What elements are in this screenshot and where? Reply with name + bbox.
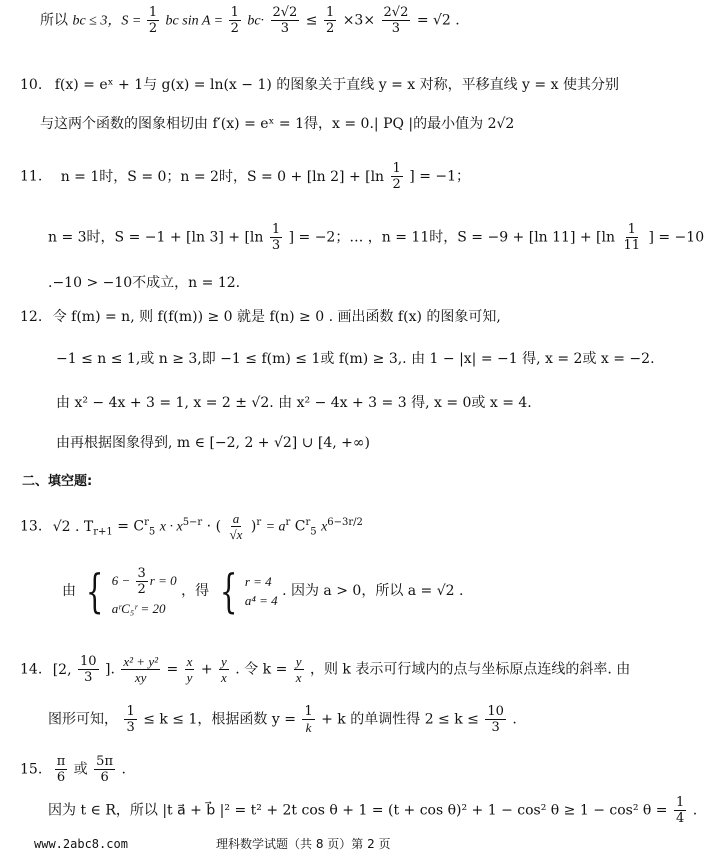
fraction [382, 6, 411, 35]
numerator: a [232, 511, 240, 526]
problem-text: 与这两个函数的图象相切由 f′(x) = eˣ = 1得，x = 0.| PQ |的最小值为 2√2 [40, 116, 515, 132]
fraction [121, 655, 160, 684]
numerator: 3 [137, 566, 146, 581]
denominator: y [186, 670, 193, 685]
problem-text: ] = −1； [409, 168, 471, 185]
problem-12-line-1 [20, 310, 501, 324]
denominator: 3 [84, 670, 93, 685]
problem-text: . [692, 802, 698, 819]
subscript: 5 [310, 526, 317, 538]
equation-system-2 [214, 564, 278, 618]
problem-text: 令 f(m) = n, 则 f(f(m)) ≥ 0 就是 f(n) ≥ 0 . 画出函数 f(x) 的图象可知, [52, 309, 501, 325]
problem-13-system [62, 564, 464, 618]
math: ≤ [305, 12, 322, 29]
denominator: x [295, 670, 302, 685]
section-title: 二、填空题: [22, 474, 93, 489]
system-row [112, 567, 177, 596]
numerator: 1 [675, 795, 685, 810]
site-url: www.2abc8.com [34, 837, 128, 851]
superscript: r [256, 516, 262, 528]
text: 由 [62, 583, 76, 599]
fraction [228, 512, 245, 541]
system-row: r = 4 [244, 574, 272, 589]
denominator: 4 [675, 811, 685, 826]
problem-text: ，则 k 表示可行域内的点与坐标原点连线的斜率. 由 [309, 661, 631, 678]
math: x · x [159, 519, 183, 535]
section-heading [22, 475, 92, 488]
numerator: 1 [627, 222, 636, 237]
numerator: 2√2 [383, 5, 409, 20]
subscript: 5 [148, 526, 156, 538]
numerator: x² + y² [123, 654, 158, 669]
denominator: k [305, 720, 312, 735]
fraction [302, 705, 314, 734]
problem-text: ] = −2；… ，n = 11时，S = −9 + [ln 11] + [ln [288, 229, 616, 246]
fraction [147, 6, 159, 35]
problem-text: −1 ≤ n ≤ 1,或 n ≥ 3,即 −1 ≤ f(m) ≤ 1或 f(m) ≥ 3,. 由 1 − |x| = −1 得, x = 2或 x = −2. [56, 351, 655, 367]
numerator: 1 [148, 5, 158, 20]
superscript: r [305, 516, 311, 528]
math: bc sin A = [165, 13, 227, 29]
problem-number: 15. [20, 761, 43, 778]
superscript: 5−r [182, 516, 203, 528]
problem-text: 由再根据图象得到, m ∈ [−2, 2 + √2] ∪ [4, +∞) [56, 435, 371, 451]
numerator: 10 [80, 654, 97, 669]
footer-page-label [216, 838, 391, 850]
denominator: 6 [100, 770, 109, 785]
problem-12-line-3 [56, 396, 532, 410]
problem-text: 由 x² − 4x + 3 = 1, x = 2 ± √2. 由 x² − 4x + 3 = 3 得, x = 0或 x = 4. [56, 395, 532, 411]
subscript: r+1 [93, 526, 113, 538]
numerator: 1 [325, 5, 335, 20]
problem-text: 或 [73, 761, 88, 778]
problem-12-line-2 [56, 352, 655, 366]
problem-number: 12. [20, 309, 43, 325]
problem-11-line-1 [20, 162, 470, 191]
denominator: x [221, 670, 227, 685]
superscript: 6−3r/2 [327, 516, 363, 528]
text: . 因为 a > 0，所以 a = √2 . [282, 583, 464, 599]
math: x [321, 519, 328, 535]
brace-icon: { [219, 564, 237, 618]
math: = C [117, 518, 145, 535]
math: bc· [247, 13, 265, 29]
denominator: 3 [271, 238, 281, 253]
denominator: 2 [148, 21, 158, 36]
numerator: 1 [304, 704, 313, 719]
numerator: 10 [487, 704, 504, 719]
problem-11-line-2 [48, 223, 704, 252]
problem-number: 11. [20, 168, 43, 185]
fraction [324, 6, 336, 35]
problem-text: n = 3时，S = −1 + [ln 3] + [ln [48, 229, 264, 246]
math: = √2 . [416, 12, 460, 29]
fraction [94, 755, 115, 784]
fraction [270, 223, 282, 252]
problem-number: 14. [20, 661, 43, 678]
denominator: 2 [137, 582, 146, 597]
numerator: y [295, 654, 302, 669]
numerator: 2√2 [272, 5, 298, 20]
math: √2 . T [52, 518, 94, 535]
fraction [391, 162, 403, 191]
problem-text: ≤ k ≤ 1，根据函数 y = [143, 711, 301, 728]
problem-10-line-1 [20, 78, 619, 92]
problem-text: 图形可知， [48, 711, 118, 728]
math: r = 0 [149, 573, 177, 588]
fraction [485, 705, 506, 734]
problem-12-line-4 [56, 436, 370, 450]
math: ) [250, 518, 257, 535]
math: ×3× [342, 12, 376, 29]
fraction [78, 655, 99, 684]
denominator: √x [229, 527, 243, 542]
fraction [55, 755, 68, 784]
numerator: 1 [230, 5, 239, 20]
denominator: 2 [392, 177, 401, 192]
problem-13-line-1 [20, 512, 363, 541]
denominator: 11 [623, 238, 641, 253]
denominator: 2 [230, 21, 239, 36]
numerator: 1 [126, 704, 135, 719]
problem-text: ] = −10 [648, 229, 704, 246]
fraction [185, 655, 195, 684]
superscript: r [144, 516, 149, 528]
denominator: 6 [56, 770, 66, 785]
problem-text: 因为 t ∈ R，所以 |t a⃗ + b⃗ |² = t² + 2t cos θ + 1 = (t + cos θ)² + 1 − cos² θ ≥ 1 − cos² θ = [48, 802, 672, 819]
page-label: 理科数学试题（共 8 页）第 2 页 [216, 837, 391, 851]
math: 6 − [111, 573, 134, 588]
problem-11-line-3 [48, 276, 240, 290]
problem-text: f(x) = eˣ + 1与 g(x) = ln(x − 1) 的图象关于直线 y = x 对称，平移直线 y = x 使其分别 [54, 77, 619, 93]
math: [2, [52, 661, 72, 678]
math: = [166, 661, 183, 678]
problem-text: n = 1时，S = 0；n = 2时，S = 0 + [ln 2] + [ln [60, 168, 385, 185]
text: ，得 [181, 583, 210, 599]
math: + [200, 661, 218, 678]
math: bc ≤ 3，S = [72, 13, 145, 29]
numerator: 1 [392, 161, 401, 176]
math: C [294, 518, 306, 535]
denominator: 3 [280, 21, 290, 36]
fraction [294, 655, 304, 684]
problem-14-line-1 [20, 655, 630, 684]
numerator: π [56, 754, 66, 769]
brace-icon: { [86, 564, 104, 618]
text: 所以 [40, 12, 68, 29]
fraction [219, 655, 229, 684]
footer-site [34, 838, 128, 850]
denominator: 3 [491, 720, 500, 735]
problem-15-line-1 [20, 755, 126, 784]
superscript: r [285, 516, 291, 528]
fraction [674, 796, 686, 825]
fraction [271, 6, 300, 35]
fraction [136, 567, 148, 596]
problem-text: . [512, 711, 517, 728]
problem-number: 10. [20, 77, 43, 93]
line-area-result [40, 6, 460, 35]
denominator: 2 [325, 21, 335, 36]
fraction [621, 223, 642, 252]
system-row: aʳC₅ʳ = 20 [111, 601, 166, 616]
problem-14-line-2 [48, 705, 517, 734]
numerator: 5π [96, 754, 113, 769]
numerator: 1 [271, 222, 281, 237]
math: . 令 k = [235, 661, 292, 678]
equation-system-1 [80, 564, 177, 618]
fraction [229, 6, 241, 35]
numerator: x [186, 654, 193, 669]
problem-text: . [121, 761, 126, 778]
system-row: a⁴ = 4 [244, 593, 278, 608]
problem-10-line-2 [40, 117, 514, 131]
denominator: 3 [126, 720, 135, 735]
problem-text: .−10 > −10不成立，n = 12. [48, 275, 241, 291]
math: = a [265, 519, 286, 535]
problem-number: 13. [20, 518, 43, 535]
denominator: 3 [391, 21, 401, 36]
problem-15-line-2 [48, 796, 697, 825]
fraction [124, 705, 136, 734]
problem-text: + k 的单调性得 2 ≤ k ≤ [321, 711, 484, 728]
math: ]. [105, 661, 115, 678]
denominator: xy [134, 670, 147, 685]
numerator: y [221, 654, 227, 669]
math: · ( [206, 518, 222, 535]
